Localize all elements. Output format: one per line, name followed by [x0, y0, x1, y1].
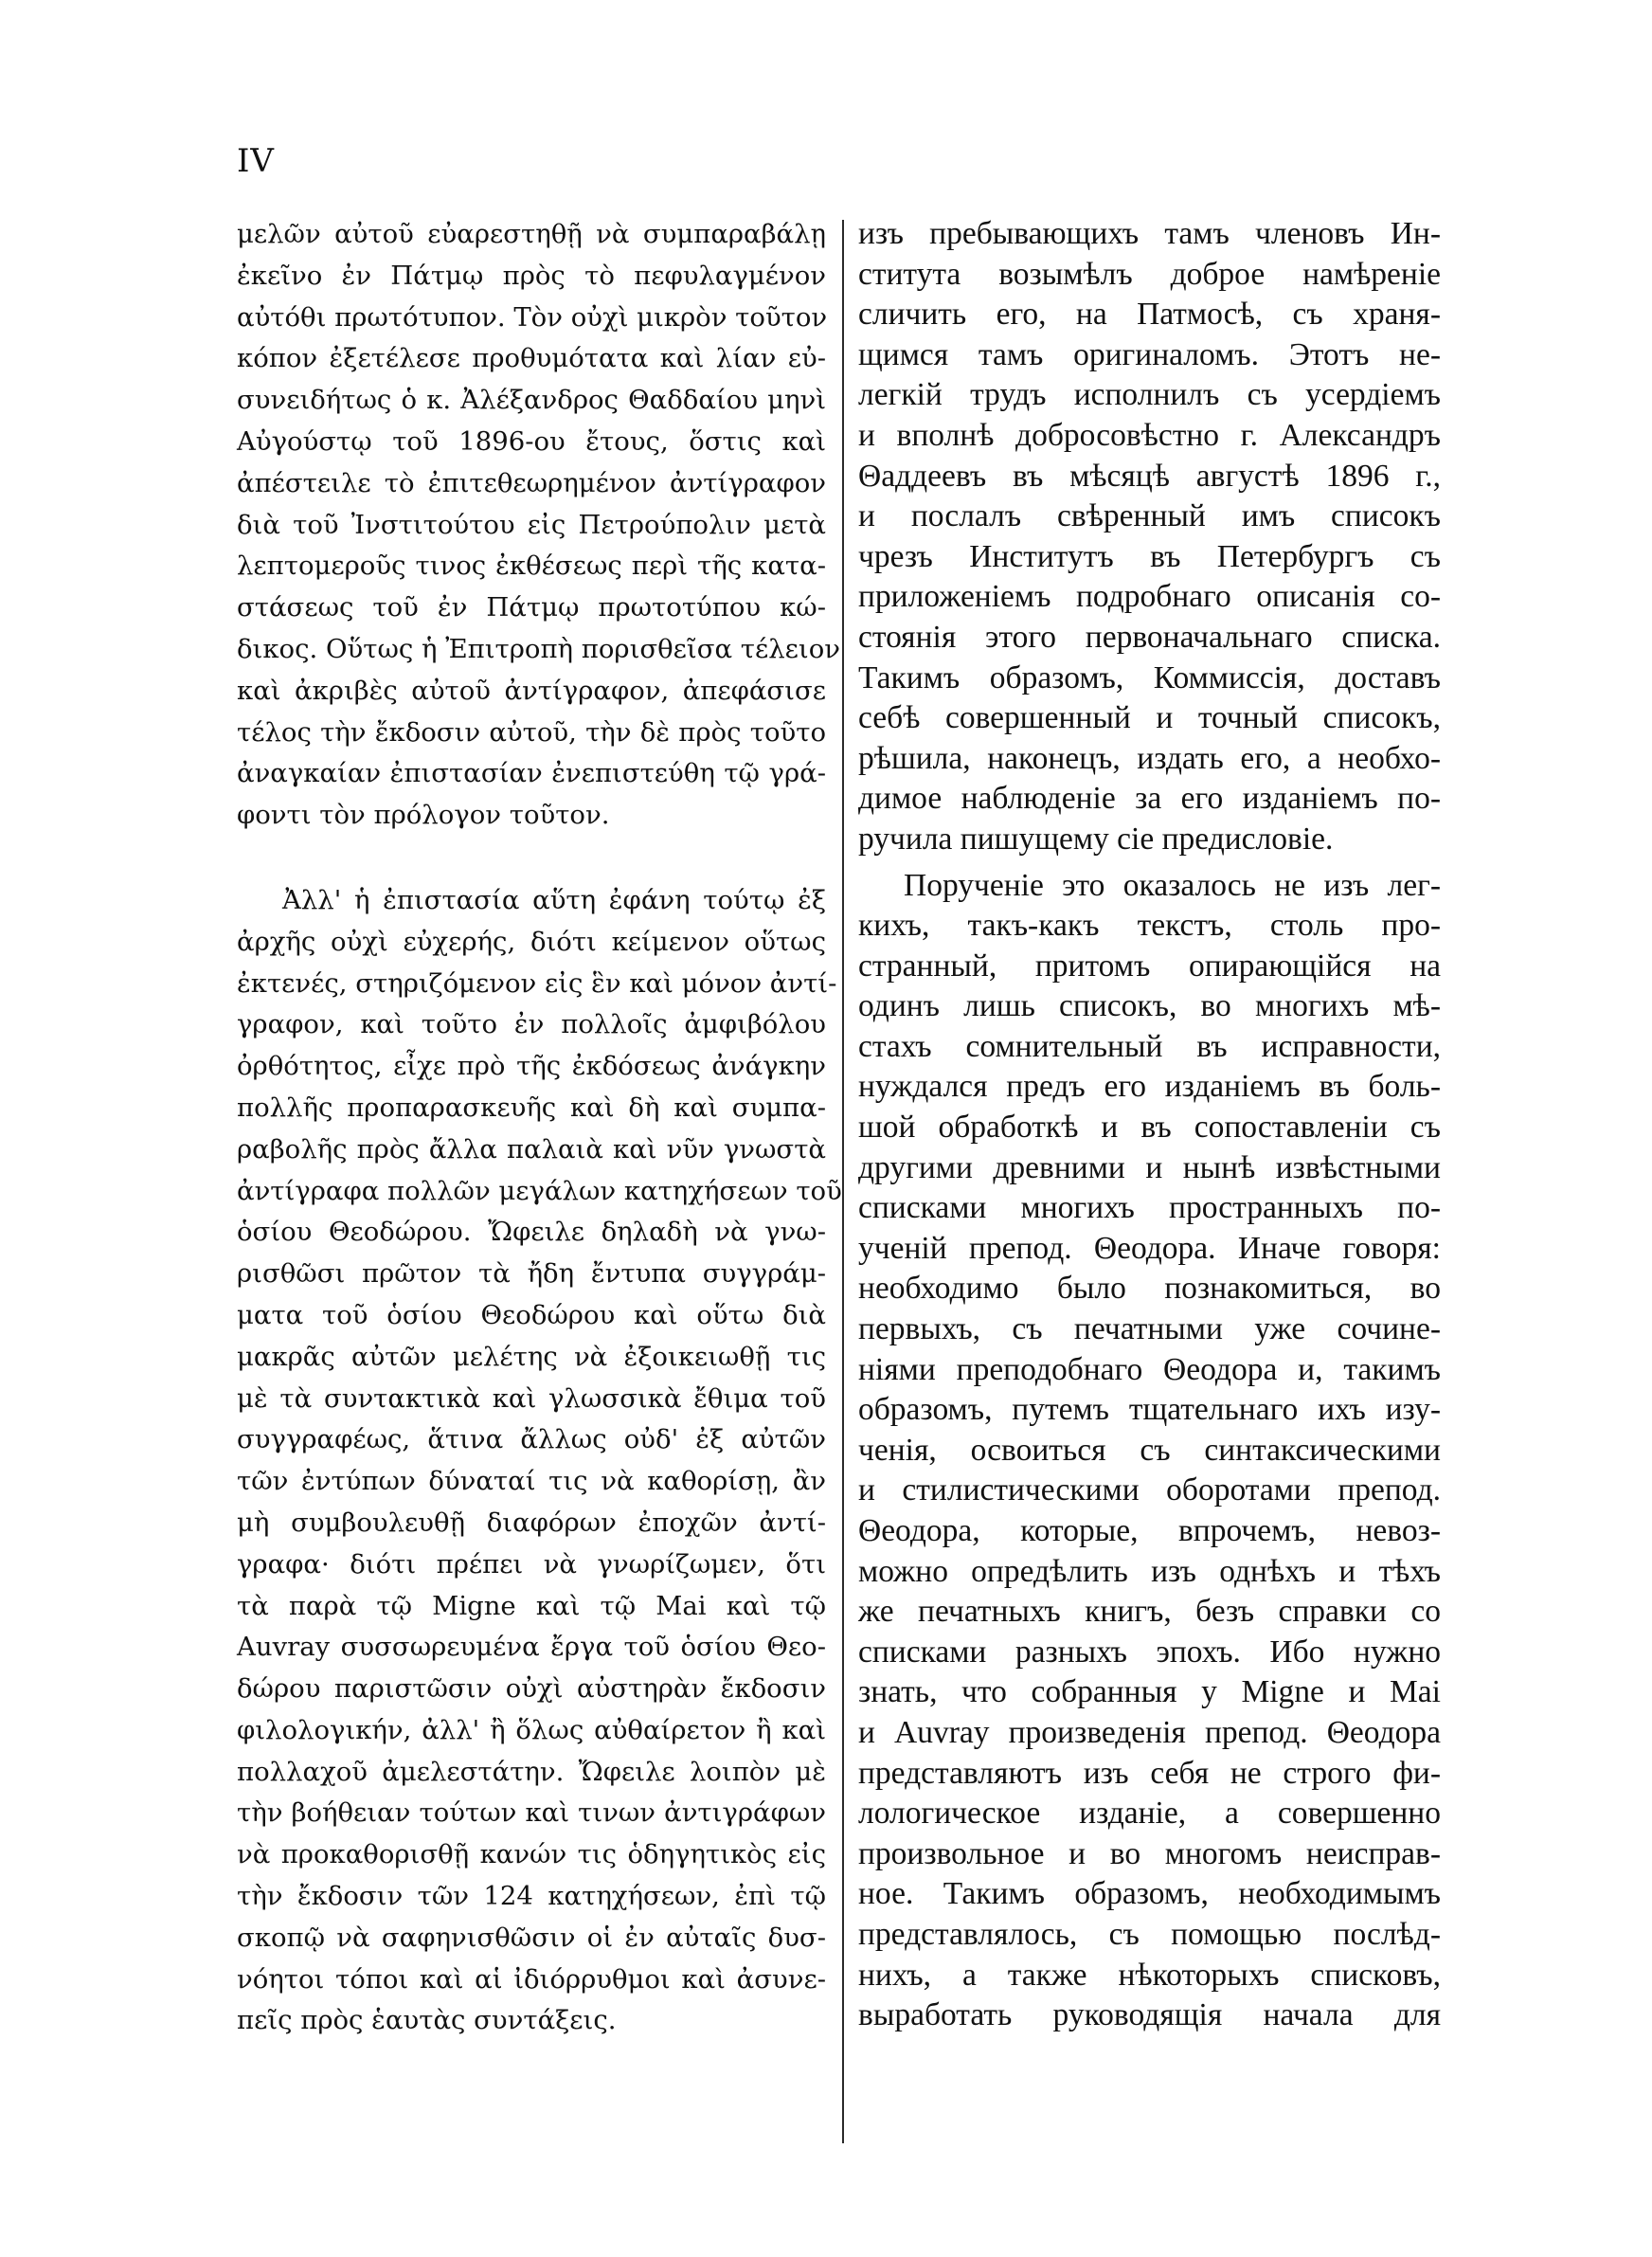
russian-line: нуждался предъ его изданіемъ въ боль-: [858, 1069, 1441, 1105]
russian-line: Θаддеевъ въ мѣсяцѣ августѣ 1896 г.,: [858, 458, 1441, 494]
russian-line: чрезъ Институтъ въ Петербургъ съ: [858, 538, 1441, 574]
russian-line: знать, что собранныя у Migne и Mai: [858, 1674, 1441, 1710]
greek-line: νὰ προκαθορισθῇ κανών τις ὁδηγητικὸς εἰς: [237, 1839, 826, 1870]
russian-line: и Auvray произведенія препод. Θеодора: [858, 1714, 1441, 1750]
russian-line: и послалъ свѣренный имъ списокъ: [858, 498, 1441, 534]
greek-line: ἀρχῆς οὐχὶ εὐχερής, διότι κείμενον οὕτως: [237, 926, 826, 957]
russian-line: ручила пишущему сіе предисловіе.: [858, 821, 1334, 857]
greek-line: καὶ ἀκριβὲς αὐτοῦ ἀντίγραφον, ἀπεφάσισε: [237, 675, 826, 706]
greek-line: Ἀλλ' ἡ ἐπιστασία αὕτη ἐφάνη τούτῳ ἐξ: [282, 884, 826, 915]
greek-line: ρισθῶσι πρῶτον τὰ ἤδη ἔντυπα συγγράμ-: [237, 1258, 826, 1290]
russian-line: себѣ совершенный и точный списокъ,: [858, 700, 1441, 736]
greek-line: ἀναγκαίαν ἐπιστασίαν ἐνεπιστεύθη τῷ γρά-: [237, 758, 826, 789]
russian-line: изъ пребывающихъ тамъ членовъ Ин-: [858, 216, 1441, 251]
greek-line: τῶν ἐντύπων δύναταί τις νὰ καθορίσῃ, ἂν: [237, 1466, 826, 1497]
greek-line: ὁσίου Θεοδώρου. Ὤφειλε δηλαδὴ νὰ γνω-: [237, 1217, 826, 1248]
russian-text-column: [858, 214, 1441, 2036]
page-number: IV: [237, 142, 275, 180]
russian-line: ученій препод. Θеодора. Иначе говоря:: [858, 1230, 1441, 1266]
greek-line: ἀντίγραφα πολλῶν μεγάλων κατηχήσεων τοῦ: [237, 1175, 842, 1206]
russian-line: легкій трудъ исполнилъ съ усердіемъ: [858, 377, 1441, 413]
greek-line: φοντι τὸν πρόλογον τοῦτον.: [237, 800, 610, 831]
greek-line: δώρου παριστῶσιν οὐχὶ αὐστηρὰν ἔκδοσιν: [237, 1673, 826, 1705]
column-divider: [842, 220, 844, 2143]
greek-line: συνειδήτως ὁ κ. Ἀλέξανδρος Θαδδαίου μηνὶ: [237, 385, 826, 416]
greek-paragraph-1: [237, 214, 840, 837]
russian-line: списками разныхъ эпохъ. Ибо нужно: [858, 1634, 1441, 1670]
greek-line: ἐκεῖνο ἐν Πάτμῳ πρὸς τὸ πεφυλαγμένον: [237, 260, 826, 291]
greek-line: ματα τοῦ ὁσίου Θεοδώρου καὶ οὕτω διὰ: [237, 1299, 826, 1330]
russian-line: лологическое изданіе, а совершенно: [858, 1796, 1441, 1832]
greek-line: τὴν ἔκδοσιν τῶν 124 κατηχήσεων, ἐπὶ τῷ: [237, 1881, 826, 1912]
russian-line: представляютъ изъ себя не строго фи-: [858, 1755, 1441, 1791]
russian-line: стоянія этого первоначальнаго списка.: [858, 619, 1441, 655]
greek-line: μακρᾶς αὐτῶν μελέτης νὰ ἐξοικειωθῇ τις: [237, 1341, 826, 1372]
greek-line: στάσεως τοῦ ἐν Πάτμῳ πρωτοτύπου κώ-: [237, 592, 826, 623]
greek-line: Αὐγούστῳ τοῦ 1896-ου ἔτους, ὅστις καὶ: [237, 425, 826, 457]
russian-paragraph-1: [858, 214, 1441, 860]
russian-line: списками многихъ пространныхъ по-: [858, 1190, 1441, 1226]
greek-text-column: [237, 214, 842, 2042]
russian-line: стахъ сомнительный въ исправности,: [858, 1028, 1441, 1064]
greek-line: μελῶν αὐτοῦ εὐαρεστηθῇ νὰ συμπαραβάλῃ: [237, 219, 826, 249]
greek-line: πεῖς πρὸς ἑαυτὰς συντάξεις.: [237, 2005, 617, 2036]
russian-line: другими древними и нынѣ извѣстными: [858, 1149, 1441, 1185]
greek-line: σκοπῷ νὰ σαφηνισθῶσιν οἱ ἐν αὐταῖς δυσ-: [237, 1922, 826, 1953]
russian-line: образомъ, путемъ тщательнаго ихъ изу-: [858, 1392, 1441, 1428]
russian-line: ститута возымѣлъ доброе намѣреніе: [858, 256, 1441, 292]
russian-line: одинъ лишь списокъ, во многихъ мѣ-: [858, 988, 1441, 1024]
russian-line: и вполнѣ добросовѣстно г. Александръ: [858, 417, 1441, 453]
russian-line: димое наблюденіе за его изданіемъ по-: [858, 781, 1441, 817]
russian-line: щимся тамъ оригиналомъ. Этотъ не-: [858, 336, 1441, 372]
greek-line: νόητοι τόποι καὶ αἱ ἰδιόρρυθμοι καὶ ἀσυνε-: [237, 1963, 826, 1995]
russian-line: Θеодора, которые, впрочемъ, невоз-: [858, 1513, 1441, 1548]
greek-line: γραφον, καὶ τοῦτο ἐν πολλοῖς ἀμφιβόλου: [237, 1009, 826, 1040]
greek-line: πολλαχοῦ ἀμελεστάτην. Ὤφειλε λοιπὸν μὲ: [237, 1756, 826, 1787]
russian-line: сличить его, на Патмосѣ, съ храня-: [858, 297, 1441, 333]
russian-line: произвольное и во многомъ неисправ-: [858, 1835, 1441, 1871]
greek-line: δικος. Οὕτως ἡ Ἐπιτροπὴ πορισθεῖσα τέλειον: [237, 633, 840, 664]
russian-line: можно опредѣлить изъ однѣхъ и тѣхъ: [858, 1553, 1441, 1589]
greek-line: μὲ τὰ συντακτικὰ καὶ γλωσσικὰ ἔθιμα τοῦ: [237, 1382, 826, 1414]
greek-line: ἐκτενές, στηριζόμενον εἰς ἓν καὶ μόνον ἀντί-: [237, 967, 837, 999]
greek-line: συγγραφέως, ἅτινα ἄλλως οὐδ' ἐξ αὐτῶν: [237, 1424, 826, 1455]
greek-line: τὴν βοήθειαν τούτων καὶ τινων ἀντιγράφων: [237, 1797, 826, 1829]
russian-line: необходимо было познакомиться, во: [858, 1271, 1441, 1307]
greek-line: κόπον ἐξετέλεσε προθυμότατα καὶ λίαν εὐ-: [237, 343, 826, 374]
russian-line: представлялось, съ помощью послѣд-: [858, 1916, 1441, 1952]
russian-line: шой обработкѣ и въ сопоставленіи съ: [858, 1110, 1441, 1146]
greek-line: γραφα· διότι πρέπει νὰ γνωρίζωμεν, ὅτι: [237, 1548, 826, 1580]
greek-line: τέλος τὴν ἔκδοσιν αὐτοῦ, τὴν δὲ πρὸς τοῦτο: [237, 716, 826, 748]
greek-paragraph-2: [237, 880, 842, 2042]
russian-paragraph-2: [858, 866, 1441, 2036]
russian-line: кихъ, такъ-какъ текстъ, столь про-: [858, 908, 1441, 944]
russian-line: же печатныхъ книгъ, безъ справки со: [858, 1594, 1441, 1630]
russian-line: ное. Такимъ образомъ, необходимымъ: [858, 1876, 1441, 1912]
russian-line: Порученіе это оказалось не изъ лег-: [904, 867, 1441, 903]
greek-line: ὀρθότητος, εἶχε πρὸ τῆς ἐκδόσεως ἀνάγκην: [237, 1051, 826, 1082]
greek-line: τὰ παρὰ τῷ Migne καὶ τῷ Mai καὶ τῷ: [237, 1590, 826, 1621]
russian-line: первыхъ, съ печатными уже сочине-: [858, 1311, 1441, 1347]
russian-line: выработать руководящія начала для: [858, 1997, 1441, 2033]
russian-line: рѣшила, наконецъ, издать его, а необхо-: [858, 740, 1441, 776]
russian-line: Такимъ образомъ, Коммиссія, доставъ: [858, 659, 1441, 695]
russian-line: ніями преподобнаго Θеодора и, такимъ: [858, 1351, 1441, 1387]
greek-line: λεπτομεροῦς τινος ἐκθέσεως περὶ τῆς κατα-: [237, 551, 826, 582]
greek-line: φιλολογικήν, ἀλλ' ἢ ὅλως αὐθαίρετον ἢ καὶ: [237, 1714, 826, 1745]
greek-line: ραβολῆς πρὸς ἄλλα παλαιὰ καὶ νῦν γνωστὰ: [237, 1133, 826, 1165]
russian-line: ченія, освоиться съ синтаксическими: [858, 1432, 1441, 1468]
russian-line: странный, притомъ опирающійся на: [858, 948, 1441, 984]
greek-line: Auvray συσσωρευμένα ἔργα τοῦ ὁσίου Θεο-: [237, 1632, 826, 1663]
russian-line: приложеніемъ подробнаго описанія со-: [858, 579, 1441, 615]
greek-line: αὐτόθι πρωτότυπον. Τὸν οὐχὶ μικρὸν τοῦτον: [237, 301, 828, 333]
greek-line: πολλῆς προπαρασκευῆς καὶ δὴ καὶ συμπα-: [237, 1092, 826, 1123]
greek-line: μὴ συμβουλευθῇ διαφόρων ἐποχῶν ἀντί-: [237, 1507, 826, 1538]
russian-line: нихъ, а также нѣкоторыхъ списковъ,: [858, 1957, 1441, 1993]
greek-line: διὰ τοῦ Ἰνστιτούτου εἰς Πετρούπολιν μετὰ: [237, 509, 826, 540]
russian-line: и стилистическими оборотами препод.: [858, 1472, 1441, 1508]
greek-line: ἀπέστειλε τὸ ἐπιτεθεωρημένον ἀντίγραφον: [237, 467, 826, 498]
